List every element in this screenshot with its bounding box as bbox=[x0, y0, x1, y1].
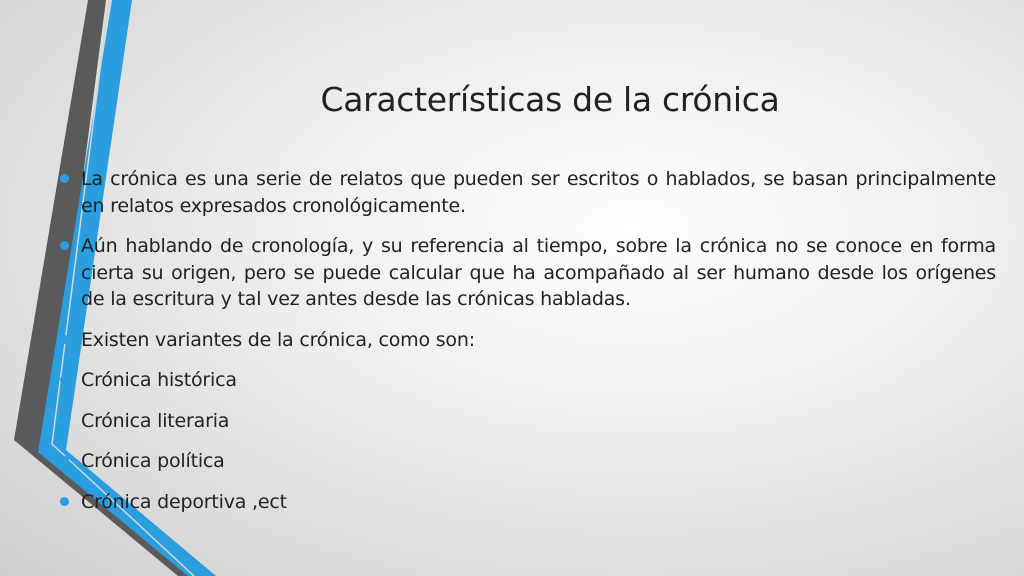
bullet-item bbox=[60, 448, 996, 475]
bullet-item bbox=[60, 367, 996, 394]
bullet-text: Crónica deportiva ,ect bbox=[81, 490, 287, 513]
bullet-icon bbox=[60, 456, 69, 465]
bullet-text: La crónica es una serie de relatos que pueden ser escritos o hablados, se basan principalmente en relatos expresados cronológicamente. bbox=[81, 168, 996, 217]
bullet-text: Crónica literaria bbox=[81, 409, 230, 432]
bullet-icon bbox=[60, 241, 69, 250]
bullet-icon bbox=[60, 497, 69, 506]
bullet-text: Existen variantes de la crónica, como son: bbox=[81, 328, 475, 351]
bullet-item bbox=[60, 166, 996, 219]
bullet-item bbox=[60, 327, 996, 354]
bullet-text: Crónica política bbox=[81, 450, 225, 472]
bullet-item bbox=[60, 408, 996, 435]
bullet-list bbox=[60, 166, 996, 529]
bullet-icon bbox=[60, 416, 69, 425]
bullet-item bbox=[60, 489, 996, 516]
bullet-text: Aún hablando de cronología, y su referencia al tiempo, sobre la crónica no se conoce en forma cierta su origen, pero se puede calcular que ha acompañado al ser humano desde los orígenes de la escritura y tal vez antes desde las crónicas habladas. bbox=[81, 235, 996, 310]
bullet-icon bbox=[60, 335, 69, 344]
bullet-icon bbox=[60, 174, 69, 183]
slide-title: Características de la crónica bbox=[320, 80, 780, 119]
bullet-item bbox=[60, 233, 996, 313]
bullet-icon bbox=[60, 375, 69, 384]
bullet-text: Crónica histórica bbox=[81, 369, 237, 391]
